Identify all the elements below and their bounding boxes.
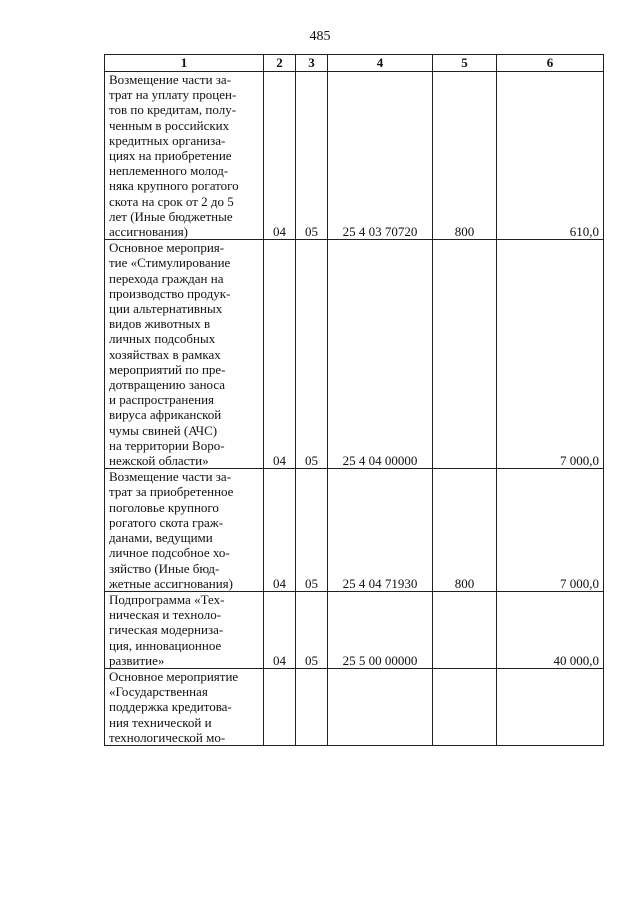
row-name-line: ции альтернативных <box>109 301 223 317</box>
header-cell-pr: 3 <box>296 55 328 72</box>
table-header-row <box>105 55 604 72</box>
row-name-line: на территории Воро- <box>109 437 225 453</box>
row-name-line: развитие» <box>109 652 165 668</box>
row-csr-cell: 25 4 04 71930 <box>328 469 433 592</box>
row-pr-cell <box>296 668 328 745</box>
row-sum-cell: 40 000,0 <box>497 591 604 668</box>
row-name-line: скота на срок от 2 до 5 <box>109 193 234 209</box>
row-name-line: неплеменного молод- <box>109 163 229 179</box>
budget-table <box>104 54 604 746</box>
row-name-line: циях на приобретение <box>109 148 232 164</box>
row-pr-cell: 05 <box>296 72 328 240</box>
table-row <box>105 469 604 592</box>
row-name-line: ния технической и <box>109 714 212 730</box>
header-cell-rz: 2 <box>264 55 296 72</box>
row-pr-cell: 05 <box>296 469 328 592</box>
row-vr-cell: 800 <box>433 72 497 240</box>
row-name-line: личных подсобных <box>109 331 216 347</box>
row-name-line: ченным в российских <box>109 117 230 133</box>
row-name-line: технологической мо- <box>109 729 226 745</box>
row-name-line: лет (Иные бюджетные <box>109 208 233 224</box>
row-sum-cell: 610,0 <box>497 72 604 240</box>
row-name-line: ническая и техноло- <box>109 607 222 623</box>
row-name-line: дотвращению заноса <box>109 377 226 393</box>
row-name-line: мероприятий по пре- <box>109 361 226 377</box>
row-pr-cell: 05 <box>296 240 328 469</box>
row-name-line: поддержка кредитова- <box>109 699 232 715</box>
row-name-cell <box>105 240 264 469</box>
row-name-line: гическая модерниза- <box>109 622 224 638</box>
row-rz-cell: 04 <box>264 469 296 592</box>
row-name-cell <box>105 668 264 745</box>
row-name-line: рогатого скота граж- <box>109 514 224 530</box>
row-pr-cell: 05 <box>296 591 328 668</box>
row-csr-cell <box>328 668 433 745</box>
row-rz-cell: 04 <box>264 240 296 469</box>
table-row <box>105 72 604 240</box>
table-row <box>105 240 604 469</box>
row-name-line: вируса африканской <box>109 407 222 423</box>
row-name-line: личное подсобное хо- <box>109 545 230 561</box>
row-csr-cell: 25 4 03 70720 <box>328 72 433 240</box>
row-csr-cell: 25 5 00 00000 <box>328 591 433 668</box>
row-name-cell <box>105 72 264 240</box>
row-name-line: тие «Стимулирование <box>109 255 231 271</box>
row-name-line: перехода граждан на <box>109 270 224 286</box>
row-name-line: Возмещение части за- <box>109 469 232 485</box>
row-name-line: поголовье крупного <box>109 499 219 515</box>
row-name-line: зяйство (Иные бюд- <box>109 560 220 576</box>
row-vr-cell: 800 <box>433 469 497 592</box>
row-rz-cell <box>264 668 296 745</box>
row-name-line: Основное мероприятие <box>109 668 239 684</box>
table-row <box>105 591 604 668</box>
header-cell-name: 1 <box>105 55 264 72</box>
table-row <box>105 668 604 745</box>
row-name-line: Подпрограмма «Тех- <box>109 591 225 607</box>
header-cell-sum: 6 <box>497 55 604 72</box>
row-sum-cell <box>497 668 604 745</box>
row-name-line: ассигнования) <box>109 224 189 240</box>
header-cell-vr: 5 <box>433 55 497 72</box>
row-csr-cell: 25 4 04 00000 <box>328 240 433 469</box>
row-name-line: производство продук- <box>109 285 231 301</box>
row-name-cell <box>105 469 264 592</box>
page-number: 485 <box>309 29 331 44</box>
row-name-line: трат на уплату процен- <box>109 87 237 103</box>
row-name-line: Возмещение части за- <box>109 72 232 87</box>
row-name-line: кредитных организа- <box>109 132 226 148</box>
row-name-line: и распространения <box>109 392 215 408</box>
row-sum-cell: 7 000,0 <box>497 469 604 592</box>
row-name-line: чумы свиней (АЧС) <box>109 422 218 438</box>
row-name-line: ция, инновационное <box>109 637 222 653</box>
row-rz-cell: 04 <box>264 591 296 668</box>
row-name-line: данами, ведущими <box>109 530 213 546</box>
row-name-line: Основное мероприя- <box>109 240 225 256</box>
row-rz-cell: 04 <box>264 72 296 240</box>
row-vr-cell <box>433 591 497 668</box>
row-name-line: видов животных в <box>109 316 211 332</box>
row-vr-cell <box>433 240 497 469</box>
row-name-line: тов по кредитам, полу- <box>109 102 237 118</box>
row-sum-cell: 7 000,0 <box>497 240 604 469</box>
row-name-cell <box>105 591 264 668</box>
row-name-line: жетные ассигнования) <box>109 575 233 591</box>
row-name-line: нежской области» <box>109 453 209 469</box>
row-name-line: «Государственная <box>109 684 208 700</box>
header-cell-csr: 4 <box>328 55 433 72</box>
row-vr-cell <box>433 668 497 745</box>
row-name-line: хозяйствах в рамках <box>109 346 221 362</box>
row-name-line: трат за приобретенное <box>109 484 234 500</box>
row-name-line: няка крупного рогатого <box>109 178 239 194</box>
